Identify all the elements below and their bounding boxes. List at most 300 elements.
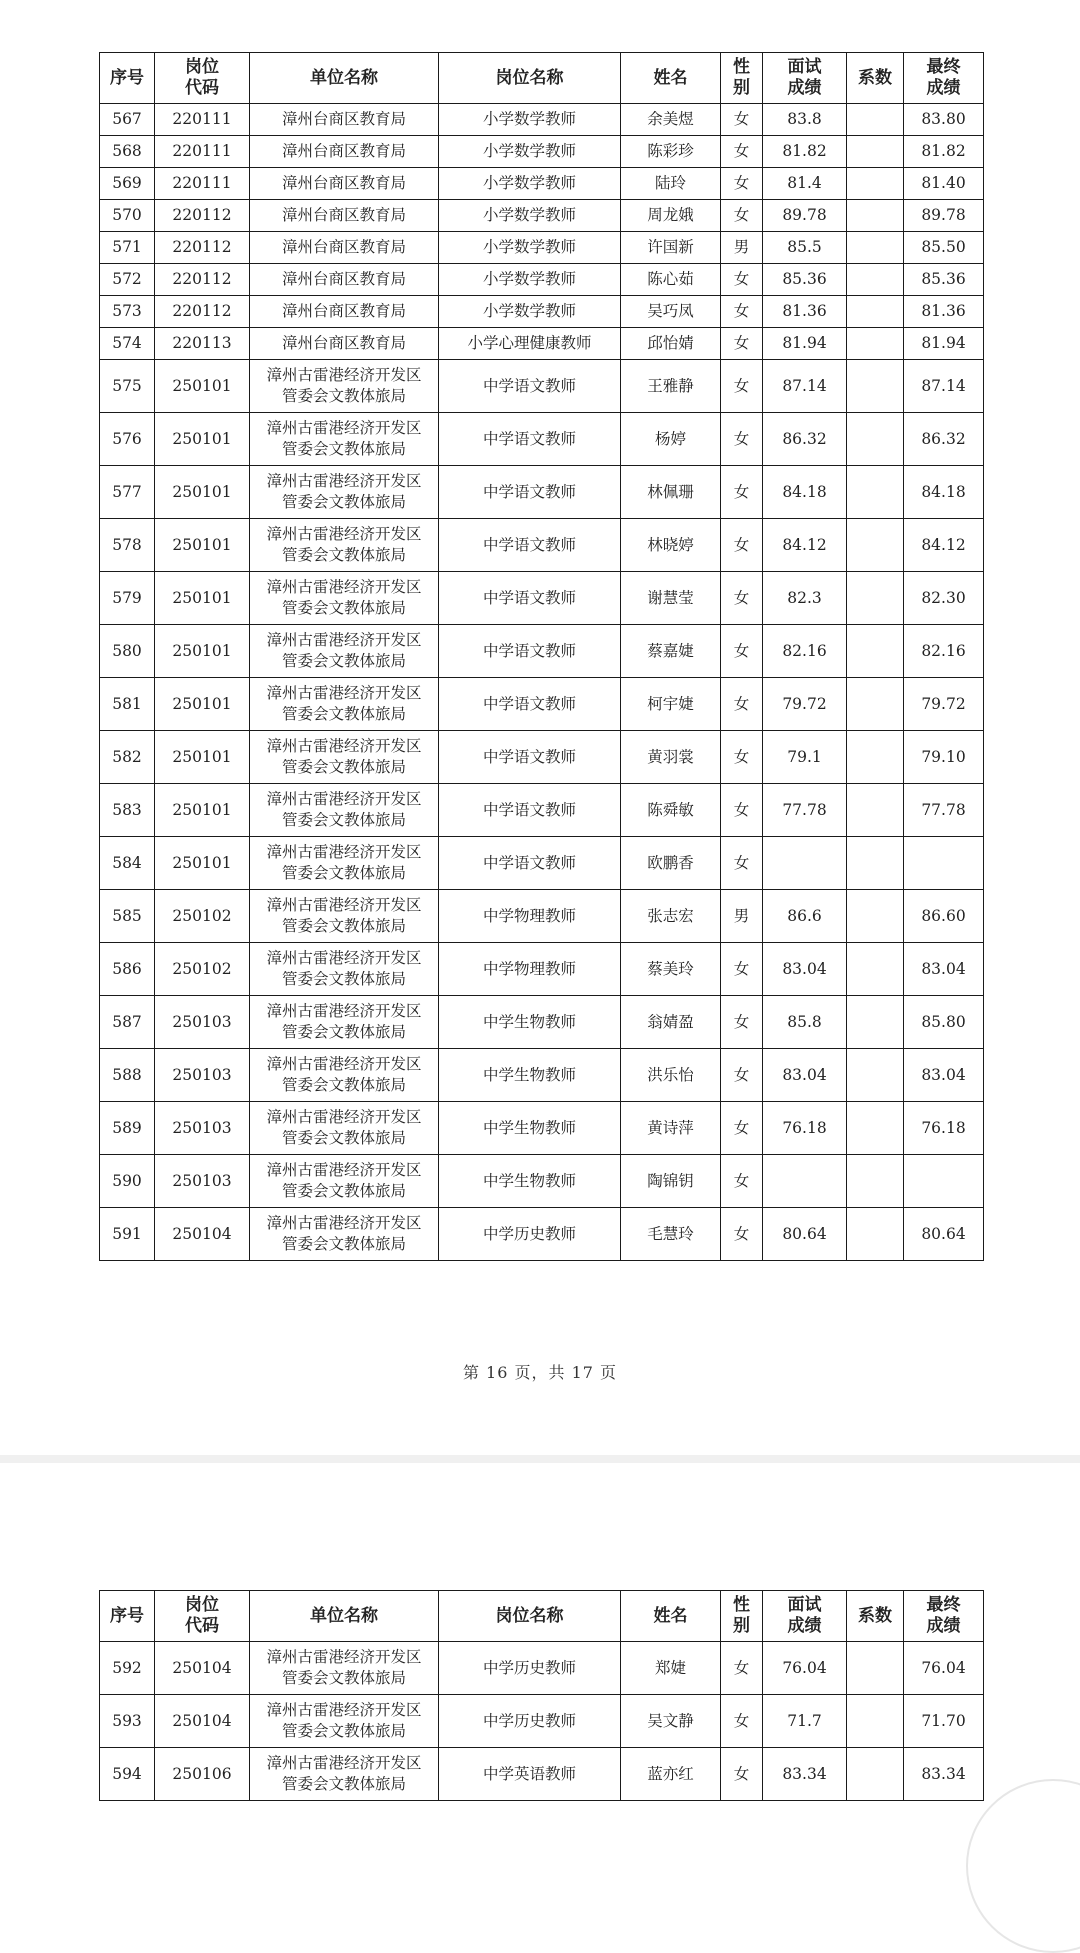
table-row (100, 328, 984, 360)
cell-post-code: 250106 (155, 1748, 250, 1801)
cell-post-name: 小学数学教师 (439, 104, 621, 136)
cell-post-code: 220111 (155, 168, 250, 200)
cell-post-name: 小学数学教师 (439, 296, 621, 328)
cell-unit-name: 漳州古雷港经济开发区 管委会文教体旅局 (250, 625, 439, 678)
cell-seq: 594 (100, 1748, 155, 1801)
table-row (100, 1102, 984, 1155)
header-sex: 性 别 (721, 1591, 763, 1642)
cell-final-score: 81.82 (904, 136, 984, 168)
cell-seq: 580 (100, 625, 155, 678)
table-row (100, 519, 984, 572)
cell-post-name: 中学语文教师 (439, 731, 621, 784)
cell-unit-name: 漳州古雷港经济开发区 管委会文教体旅局 (250, 890, 439, 943)
cell-interview-score: 85.5 (763, 232, 847, 264)
cell-coefficient (847, 943, 904, 996)
cell-unit-name: 漳州古雷港经济开发区 管委会文教体旅局 (250, 784, 439, 837)
cell-name: 陶锦钥 (621, 1155, 721, 1208)
cell-name: 蔡嘉婕 (621, 625, 721, 678)
cell-coefficient (847, 168, 904, 200)
cell-final-score: 81.36 (904, 296, 984, 328)
cell-post-code: 250104 (155, 1642, 250, 1695)
cell-interview-score: 84.12 (763, 519, 847, 572)
cell-sex: 女 (721, 625, 763, 678)
cell-final-score: 79.10 (904, 731, 984, 784)
cell-sex: 女 (721, 264, 763, 296)
cell-coefficient (847, 296, 904, 328)
cell-interview-score: 71.7 (763, 1695, 847, 1748)
table-row (100, 572, 984, 625)
cell-final-score: 79.72 (904, 678, 984, 731)
cell-name: 杨婷 (621, 413, 721, 466)
cell-post-name: 中学语文教师 (439, 572, 621, 625)
cell-unit-name: 漳州台商区教育局 (250, 232, 439, 264)
cell-post-name: 中学历史教师 (439, 1642, 621, 1695)
cell-final-score: 85.80 (904, 996, 984, 1049)
results-table-page-16 (99, 52, 984, 1261)
cell-seq: 568 (100, 136, 155, 168)
cell-seq: 589 (100, 1102, 155, 1155)
cell-final-score: 82.30 (904, 572, 984, 625)
cell-interview-score: 79.1 (763, 731, 847, 784)
cell-interview-score (763, 1155, 847, 1208)
table-row (100, 413, 984, 466)
cell-post-name: 中学语文教师 (439, 784, 621, 837)
cell-post-code: 220112 (155, 232, 250, 264)
cell-unit-name: 漳州古雷港经济开发区 管委会文教体旅局 (250, 837, 439, 890)
cell-interview-score: 85.8 (763, 996, 847, 1049)
cell-name: 蓝亦红 (621, 1748, 721, 1801)
cell-coefficient (847, 731, 904, 784)
cell-name: 许国新 (621, 232, 721, 264)
cell-name: 陈舜敏 (621, 784, 721, 837)
cell-unit-name: 漳州台商区教育局 (250, 136, 439, 168)
cell-seq: 577 (100, 466, 155, 519)
cell-name: 陈彩珍 (621, 136, 721, 168)
cell-sex: 女 (721, 519, 763, 572)
cell-seq: 593 (100, 1695, 155, 1748)
cell-post-name: 中学语文教师 (439, 519, 621, 572)
page-separator (0, 1455, 1080, 1463)
cell-post-code: 220111 (155, 104, 250, 136)
cell-coefficient (847, 360, 904, 413)
cell-coefficient (847, 1102, 904, 1155)
cell-coefficient (847, 890, 904, 943)
cell-final-score: 83.80 (904, 104, 984, 136)
cell-name: 欧鹏香 (621, 837, 721, 890)
cell-post-code: 250101 (155, 678, 250, 731)
cell-name: 毛慧玲 (621, 1208, 721, 1261)
header-interview-score: 面试 成绩 (763, 1591, 847, 1642)
header-name: 姓名 (621, 1591, 721, 1642)
cell-coefficient (847, 200, 904, 232)
cell-name: 余美煜 (621, 104, 721, 136)
cell-unit-name: 漳州古雷港经济开发区 管委会文教体旅局 (250, 360, 439, 413)
cell-coefficient (847, 837, 904, 890)
cell-final-score: 86.60 (904, 890, 984, 943)
cell-interview-score: 81.36 (763, 296, 847, 328)
cell-seq: 585 (100, 890, 155, 943)
cell-post-code: 250103 (155, 1102, 250, 1155)
cell-coefficient (847, 625, 904, 678)
cell-sex: 女 (721, 996, 763, 1049)
cell-final-score: 71.70 (904, 1695, 984, 1748)
cell-unit-name: 漳州古雷港经济开发区 管委会文教体旅局 (250, 519, 439, 572)
cell-interview-score: 83.34 (763, 1748, 847, 1801)
table-row (100, 837, 984, 890)
cell-unit-name: 漳州古雷港经济开发区 管委会文教体旅局 (250, 731, 439, 784)
cell-post-code: 250101 (155, 731, 250, 784)
cell-seq: 583 (100, 784, 155, 837)
cell-name: 吴巧凤 (621, 296, 721, 328)
cell-sex: 女 (721, 413, 763, 466)
cell-coefficient (847, 1642, 904, 1695)
table-row (100, 136, 984, 168)
page-footer: 第 16 页，共 17 页 (462, 1363, 618, 1382)
cell-coefficient (847, 136, 904, 168)
cell-sex: 女 (721, 678, 763, 731)
cell-seq: 581 (100, 678, 155, 731)
cell-post-name: 中学生物教师 (439, 1049, 621, 1102)
cell-unit-name: 漳州台商区教育局 (250, 296, 439, 328)
header-post-code: 岗位 代码 (155, 53, 250, 104)
cell-unit-name: 漳州台商区教育局 (250, 264, 439, 296)
cell-coefficient (847, 413, 904, 466)
cell-seq: 592 (100, 1642, 155, 1695)
cell-post-name: 小学数学教师 (439, 168, 621, 200)
cell-final-score: 89.78 (904, 200, 984, 232)
cell-final-score: 84.12 (904, 519, 984, 572)
table-row (100, 1748, 984, 1801)
cell-final-score: 82.16 (904, 625, 984, 678)
header-post-name: 岗位名称 (439, 53, 621, 104)
document-page-17 (0, 1463, 1080, 1893)
cell-unit-name: 漳州古雷港经济开发区 管委会文教体旅局 (250, 996, 439, 1049)
cell-post-name: 中学语文教师 (439, 625, 621, 678)
cell-post-name: 小学心理健康教师 (439, 328, 621, 360)
cell-post-name: 中学语文教师 (439, 678, 621, 731)
cell-coefficient (847, 328, 904, 360)
cell-seq: 584 (100, 837, 155, 890)
cell-seq: 573 (100, 296, 155, 328)
cell-name: 林佩珊 (621, 466, 721, 519)
header-post-code: 岗位 代码 (155, 1591, 250, 1642)
cell-interview-score: 86.32 (763, 413, 847, 466)
cell-coefficient (847, 678, 904, 731)
cell-seq: 578 (100, 519, 155, 572)
table-row (100, 296, 984, 328)
cell-unit-name: 漳州台商区教育局 (250, 200, 439, 232)
cell-interview-score: 76.04 (763, 1642, 847, 1695)
cell-seq: 579 (100, 572, 155, 625)
cell-post-name: 中学语文教师 (439, 466, 621, 519)
header-post-name: 岗位名称 (439, 1591, 621, 1642)
cell-interview-score: 77.78 (763, 784, 847, 837)
cell-unit-name: 漳州古雷港经济开发区 管委会文教体旅局 (250, 466, 439, 519)
cell-post-code: 220112 (155, 200, 250, 232)
cell-final-score: 81.40 (904, 168, 984, 200)
cell-sex: 女 (721, 360, 763, 413)
cell-name: 柯宇婕 (621, 678, 721, 731)
cell-name: 郑婕 (621, 1642, 721, 1695)
table-row (100, 943, 984, 996)
cell-unit-name: 漳州古雷港经济开发区 管委会文教体旅局 (250, 572, 439, 625)
table-row (100, 200, 984, 232)
cell-post-code: 250102 (155, 943, 250, 996)
cell-interview-score: 83.04 (763, 1049, 847, 1102)
table-row (100, 784, 984, 837)
cell-interview-score: 84.18 (763, 466, 847, 519)
cell-post-code: 250101 (155, 413, 250, 466)
cell-coefficient (847, 784, 904, 837)
header-unit-name: 单位名称 (250, 1591, 439, 1642)
cell-post-name: 中学历史教师 (439, 1695, 621, 1748)
cell-post-code: 220113 (155, 328, 250, 360)
cell-seq: 569 (100, 168, 155, 200)
cell-name: 蔡美玲 (621, 943, 721, 996)
cell-post-code: 250101 (155, 784, 250, 837)
cell-post-code: 250104 (155, 1695, 250, 1748)
cell-post-code: 250104 (155, 1208, 250, 1261)
cell-post-name: 中学语文教师 (439, 413, 621, 466)
table-row (100, 168, 984, 200)
cell-unit-name: 漳州台商区教育局 (250, 168, 439, 200)
table-row (100, 1208, 984, 1261)
cell-post-code: 250101 (155, 519, 250, 572)
cell-name: 黄羽裳 (621, 731, 721, 784)
cell-interview-score (763, 837, 847, 890)
cell-seq: 588 (100, 1049, 155, 1102)
cell-unit-name: 漳州古雷港经济开发区 管委会文教体旅局 (250, 1102, 439, 1155)
cell-seq: 574 (100, 328, 155, 360)
table-row (100, 466, 984, 519)
cell-post-name: 中学语文教师 (439, 360, 621, 413)
cell-post-name: 小学数学教师 (439, 136, 621, 168)
table-row (100, 996, 984, 1049)
cell-seq: 591 (100, 1208, 155, 1261)
cell-interview-score: 85.36 (763, 264, 847, 296)
table-row (100, 1695, 984, 1748)
cell-unit-name: 漳州古雷港经济开发区 管委会文教体旅局 (250, 1155, 439, 1208)
header-sex: 性 别 (721, 53, 763, 104)
cell-post-code: 220112 (155, 296, 250, 328)
cell-unit-name: 漳州古雷港经济开发区 管委会文教体旅局 (250, 943, 439, 996)
cell-sex: 女 (721, 136, 763, 168)
header-final-score: 最终 成绩 (904, 53, 984, 104)
cell-sex: 女 (721, 104, 763, 136)
cell-coefficient (847, 264, 904, 296)
cell-post-code: 250101 (155, 572, 250, 625)
header-interview-score: 面试 成绩 (763, 53, 847, 104)
cell-unit-name: 漳州古雷港经济开发区 管委会文教体旅局 (250, 1642, 439, 1695)
cell-final-score: 77.78 (904, 784, 984, 837)
cell-name: 翁婧盈 (621, 996, 721, 1049)
cell-post-code: 250103 (155, 1155, 250, 1208)
cell-final-score (904, 837, 984, 890)
cell-final-score: 83.04 (904, 943, 984, 996)
cell-interview-score: 81.4 (763, 168, 847, 200)
header-name: 姓名 (621, 53, 721, 104)
cell-sex: 女 (721, 1049, 763, 1102)
header-seq: 序号 (100, 53, 155, 104)
cell-sex: 男 (721, 232, 763, 264)
cell-coefficient (847, 104, 904, 136)
header-coefficient: 系数 (847, 53, 904, 104)
cell-name: 张志宏 (621, 890, 721, 943)
cell-sex: 女 (721, 1208, 763, 1261)
cell-final-score: 87.14 (904, 360, 984, 413)
cell-final-score: 83.34 (904, 1748, 984, 1801)
cell-interview-score: 83.8 (763, 104, 847, 136)
cell-final-score: 83.04 (904, 1049, 984, 1102)
cell-coefficient (847, 572, 904, 625)
cell-sex: 女 (721, 837, 763, 890)
cell-coefficient (847, 1155, 904, 1208)
cell-name: 谢慧莹 (621, 572, 721, 625)
cell-post-name: 小学数学教师 (439, 264, 621, 296)
header-coefficient: 系数 (847, 1591, 904, 1642)
cell-post-code: 250103 (155, 996, 250, 1049)
cell-seq: 587 (100, 996, 155, 1049)
cell-final-score: 86.32 (904, 413, 984, 466)
cell-unit-name: 漳州古雷港经济开发区 管委会文教体旅局 (250, 1049, 439, 1102)
cell-final-score: 85.50 (904, 232, 984, 264)
cell-post-name: 中学生物教师 (439, 1155, 621, 1208)
results-table-page-17 (99, 1590, 984, 1801)
cell-post-code: 220112 (155, 264, 250, 296)
table-row (100, 1049, 984, 1102)
cell-interview-score: 79.72 (763, 678, 847, 731)
cell-interview-score: 81.94 (763, 328, 847, 360)
cell-unit-name: 漳州古雷港经济开发区 管委会文教体旅局 (250, 413, 439, 466)
cell-post-code: 250101 (155, 837, 250, 890)
cell-coefficient (847, 519, 904, 572)
cell-unit-name: 漳州台商区教育局 (250, 328, 439, 360)
cell-post-code: 220111 (155, 136, 250, 168)
cell-sex: 女 (721, 572, 763, 625)
cell-seq: 590 (100, 1155, 155, 1208)
table-row (100, 731, 984, 784)
cell-seq: 575 (100, 360, 155, 413)
table-row (100, 264, 984, 296)
cell-seq: 572 (100, 264, 155, 296)
cell-sex: 女 (721, 328, 763, 360)
cell-post-name: 中学物理教师 (439, 890, 621, 943)
cell-sex: 女 (721, 200, 763, 232)
header-seq: 序号 (100, 1591, 155, 1642)
cell-sex: 女 (721, 1748, 763, 1801)
cell-unit-name: 漳州古雷港经济开发区 管委会文教体旅局 (250, 1208, 439, 1261)
table-row (100, 232, 984, 264)
cell-name: 陈心茹 (621, 264, 721, 296)
table-header-row (100, 53, 984, 104)
table-row (100, 1155, 984, 1208)
table-row (100, 360, 984, 413)
cell-name: 陆玲 (621, 168, 721, 200)
scroll-corner-decoration (966, 1779, 1080, 1953)
cell-final-score (904, 1155, 984, 1208)
cell-unit-name: 漳州古雷港经济开发区 管委会文教体旅局 (250, 1695, 439, 1748)
cell-post-name: 中学物理教师 (439, 943, 621, 996)
table-row (100, 625, 984, 678)
table-row (100, 890, 984, 943)
cell-name: 周龙娥 (621, 200, 721, 232)
cell-post-name: 中学英语教师 (439, 1748, 621, 1801)
cell-final-score: 85.36 (904, 264, 984, 296)
cell-final-score: 80.64 (904, 1208, 984, 1261)
cell-seq: 567 (100, 104, 155, 136)
cell-interview-score: 87.14 (763, 360, 847, 413)
cell-coefficient (847, 1695, 904, 1748)
cell-post-name: 中学生物教师 (439, 996, 621, 1049)
table-row (100, 1642, 984, 1695)
cell-post-code: 250101 (155, 360, 250, 413)
cell-seq: 586 (100, 943, 155, 996)
cell-post-name: 小学数学教师 (439, 232, 621, 264)
cell-final-score: 76.04 (904, 1642, 984, 1695)
cell-post-code: 250101 (155, 625, 250, 678)
cell-interview-score: 80.64 (763, 1208, 847, 1261)
cell-sex: 男 (721, 890, 763, 943)
cell-sex: 女 (721, 1695, 763, 1748)
cell-interview-score: 82.16 (763, 625, 847, 678)
cell-final-score: 81.94 (904, 328, 984, 360)
cell-coefficient (847, 466, 904, 519)
cell-unit-name: 漳州古雷港经济开发区 管委会文教体旅局 (250, 1748, 439, 1801)
cell-seq: 576 (100, 413, 155, 466)
table-row (100, 104, 984, 136)
cell-final-score: 76.18 (904, 1102, 984, 1155)
cell-post-code: 250102 (155, 890, 250, 943)
header-unit-name: 单位名称 (250, 53, 439, 104)
cell-name: 洪乐怡 (621, 1049, 721, 1102)
cell-final-score: 84.18 (904, 466, 984, 519)
cell-seq: 571 (100, 232, 155, 264)
table-row (100, 678, 984, 731)
cell-interview-score: 83.04 (763, 943, 847, 996)
cell-name: 邱怡婧 (621, 328, 721, 360)
cell-coefficient (847, 1748, 904, 1801)
cell-interview-score: 89.78 (763, 200, 847, 232)
cell-coefficient (847, 232, 904, 264)
cell-post-name: 小学数学教师 (439, 200, 621, 232)
cell-seq: 570 (100, 200, 155, 232)
cell-seq: 582 (100, 731, 155, 784)
cell-sex: 女 (721, 466, 763, 519)
cell-name: 黄诗萍 (621, 1102, 721, 1155)
cell-coefficient (847, 996, 904, 1049)
cell-sex: 女 (721, 943, 763, 996)
cell-sex: 女 (721, 1102, 763, 1155)
cell-unit-name: 漳州古雷港经济开发区 管委会文教体旅局 (250, 678, 439, 731)
table-header-row (100, 1591, 984, 1642)
cell-sex: 女 (721, 296, 763, 328)
cell-post-name: 中学生物教师 (439, 1102, 621, 1155)
cell-coefficient (847, 1208, 904, 1261)
cell-sex: 女 (721, 784, 763, 837)
cell-interview-score: 82.3 (763, 572, 847, 625)
cell-post-name: 中学语文教师 (439, 837, 621, 890)
header-final-score: 最终 成绩 (904, 1591, 984, 1642)
cell-sex: 女 (721, 1642, 763, 1695)
cell-name: 林晓婷 (621, 519, 721, 572)
cell-post-name: 中学历史教师 (439, 1208, 621, 1261)
cell-name: 吴文静 (621, 1695, 721, 1748)
cell-sex: 女 (721, 168, 763, 200)
cell-interview-score: 76.18 (763, 1102, 847, 1155)
cell-unit-name: 漳州台商区教育局 (250, 104, 439, 136)
cell-post-code: 250101 (155, 466, 250, 519)
cell-name: 王雅静 (621, 360, 721, 413)
